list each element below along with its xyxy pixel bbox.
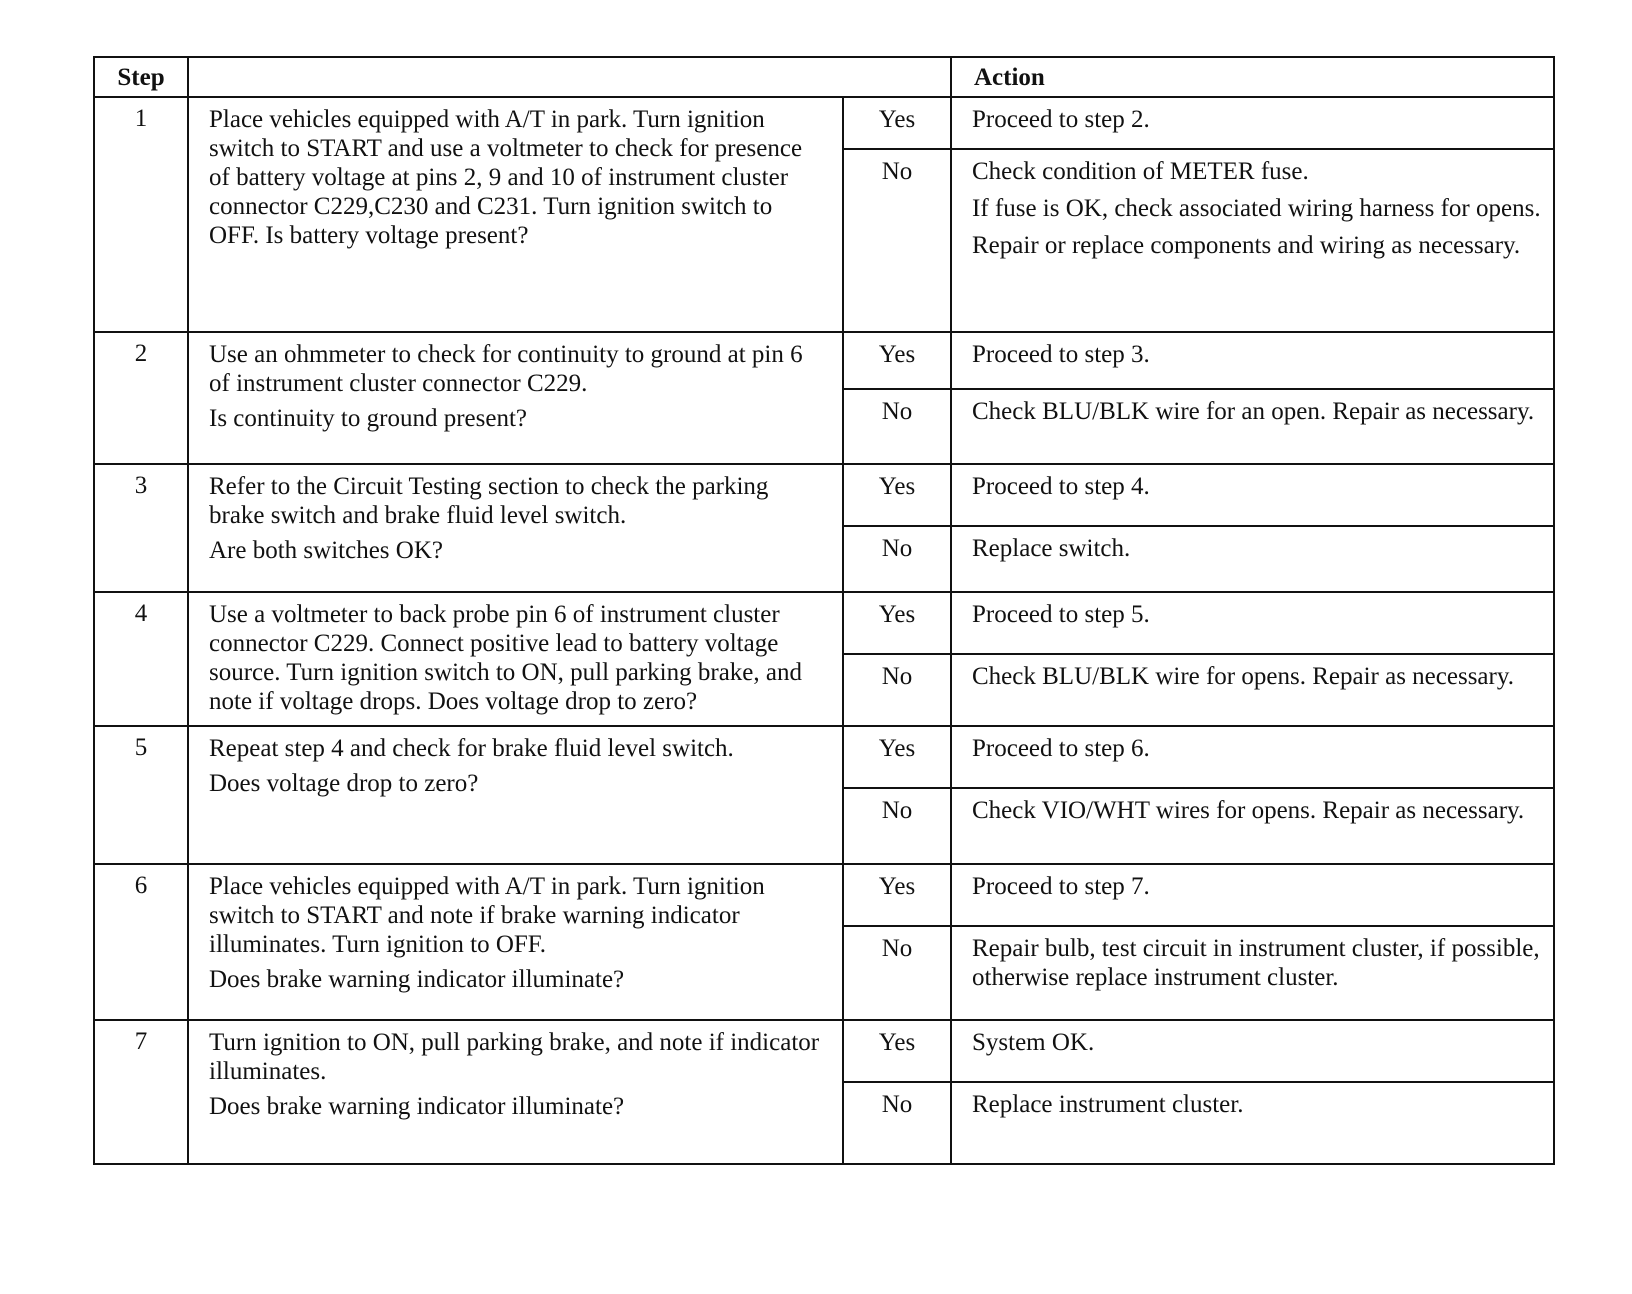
- action-text: Replace switch.: [972, 535, 1131, 562]
- step-number: 3: [94, 464, 188, 592]
- question-text: Repeat step 4 and check for brake fluid level switch.: [209, 735, 734, 762]
- question-text: Are both switches OK?: [209, 537, 443, 564]
- step-question: [188, 332, 843, 464]
- action-no: [951, 149, 1554, 332]
- step-row-yes: [94, 332, 1554, 389]
- answer-no: No: [843, 149, 951, 332]
- action-yes: [951, 726, 1554, 788]
- action-no: [951, 1082, 1554, 1164]
- action-text: Proceed to step 7.: [972, 873, 1150, 900]
- step-number: 6: [94, 864, 188, 1020]
- answer-no: No: [843, 526, 951, 592]
- action-text: Proceed to step 5.: [972, 601, 1150, 628]
- step-row-yes: [94, 1020, 1554, 1082]
- answer-no: No: [843, 389, 951, 464]
- step-question: [188, 1020, 843, 1164]
- question-text: Does brake warning indicator illuminate?: [209, 966, 625, 993]
- diagnostic-table: [93, 56, 1555, 1165]
- action-text: Repair bulb, test circuit in instrument cluster, if possible, otherwise replace instrument cluster.: [972, 935, 1540, 991]
- action-text: Proceed to step 2.: [972, 106, 1150, 133]
- step-number: 1: [94, 97, 188, 332]
- action-text: Proceed to step 3.: [972, 341, 1150, 368]
- action-text: Proceed to step 4.: [972, 473, 1150, 500]
- question-text: Place vehicles equipped with A/T in park. Turn ignition switch to START and note if brake warning indicator illuminates. Turn ignition to OFF.: [209, 873, 765, 958]
- action-no: [951, 654, 1554, 726]
- action-yes: [951, 864, 1554, 926]
- question-text: Is continuity to ground present?: [209, 405, 527, 432]
- step-question: [188, 592, 843, 726]
- answer-yes: Yes: [843, 332, 951, 389]
- answer-yes: Yes: [843, 1020, 951, 1082]
- step-number: 2: [94, 332, 188, 464]
- step-row-yes: [94, 726, 1554, 788]
- action-text: Check VIO/WHT wires for opens. Repair as necessary.: [972, 797, 1525, 824]
- action-text: Proceed to step 6.: [972, 735, 1150, 762]
- answer-yes: Yes: [843, 464, 951, 526]
- action-text: Check condition of METER fuse.: [972, 158, 1309, 185]
- answer-yes: Yes: [843, 726, 951, 788]
- step-row-yes: [94, 592, 1554, 654]
- question-text: Place vehicles equipped with A/T in park. Turn ignition switch to START and use a voltmeter to check for presence of battery voltage at pins 2, 9 and 10 of instrument cluster connector C229,C230 and C231. Turn ignition switch to OFF. Is battery voltage present?: [209, 106, 803, 249]
- question-text: Turn ignition to ON, pull parking brake, and note if indicator illuminates.: [209, 1029, 820, 1085]
- step-question: [188, 726, 843, 864]
- action-no: [951, 526, 1554, 592]
- question-text: Does voltage drop to zero?: [209, 770, 479, 797]
- answer-no: No: [843, 926, 951, 1020]
- step-row-yes: [94, 97, 1554, 149]
- question-text: Does brake warning indicator illuminate?: [209, 1093, 625, 1120]
- action-no: [951, 389, 1554, 464]
- action-text: Repair or replace components and wiring as necessary.: [972, 232, 1521, 259]
- action-text: Check BLU/BLK wire for an open. Repair as necessary.: [972, 398, 1535, 425]
- table-body: [94, 97, 1554, 1164]
- action-no: [951, 788, 1554, 864]
- step-question: [188, 864, 843, 1020]
- step-row-yes: [94, 864, 1554, 926]
- step-row-yes: [94, 464, 1554, 526]
- action-text: System OK.: [972, 1029, 1095, 1056]
- action-yes: [951, 592, 1554, 654]
- answer-yes: Yes: [843, 864, 951, 926]
- step-number: 7: [94, 1020, 188, 1164]
- answer-yes: Yes: [843, 97, 951, 149]
- step-question: [188, 97, 843, 332]
- action-yes: [951, 332, 1554, 389]
- step-question: [188, 464, 843, 592]
- question-text: Refer to the Circuit Testing section to check the parking brake switch and brake fluid level switch.: [209, 473, 769, 529]
- action-yes: [951, 97, 1554, 149]
- action-yes: [951, 464, 1554, 526]
- action-yes: [951, 1020, 1554, 1082]
- header-question: [188, 57, 951, 97]
- question-text: Use an ohmmeter to check for continuity to ground at pin 6 of instrument cluster connector C229.: [209, 341, 803, 397]
- action-text: Replace instrument cluster.: [972, 1091, 1244, 1118]
- action-text: Check BLU/BLK wire for opens. Repair as necessary.: [972, 663, 1514, 690]
- answer-yes: Yes: [843, 592, 951, 654]
- header-action: Action: [951, 57, 1554, 97]
- step-number: 4: [94, 592, 188, 726]
- action-no: [951, 926, 1554, 1020]
- question-text: Use a voltmeter to back probe pin 6 of instrument cluster connector C229. Connect positive lead to battery voltage source. Turn ignition switch to ON, pull parking brake, and note if voltage drops. Does voltage drop to zero?: [209, 601, 802, 715]
- step-number: 5: [94, 726, 188, 864]
- answer-no: No: [843, 788, 951, 864]
- header-row: [94, 57, 1554, 97]
- answer-no: No: [843, 1082, 951, 1164]
- answer-no: No: [843, 654, 951, 726]
- action-text: If fuse is OK, check associated wiring harness for opens.: [972, 195, 1541, 222]
- header-step: Step: [94, 57, 188, 97]
